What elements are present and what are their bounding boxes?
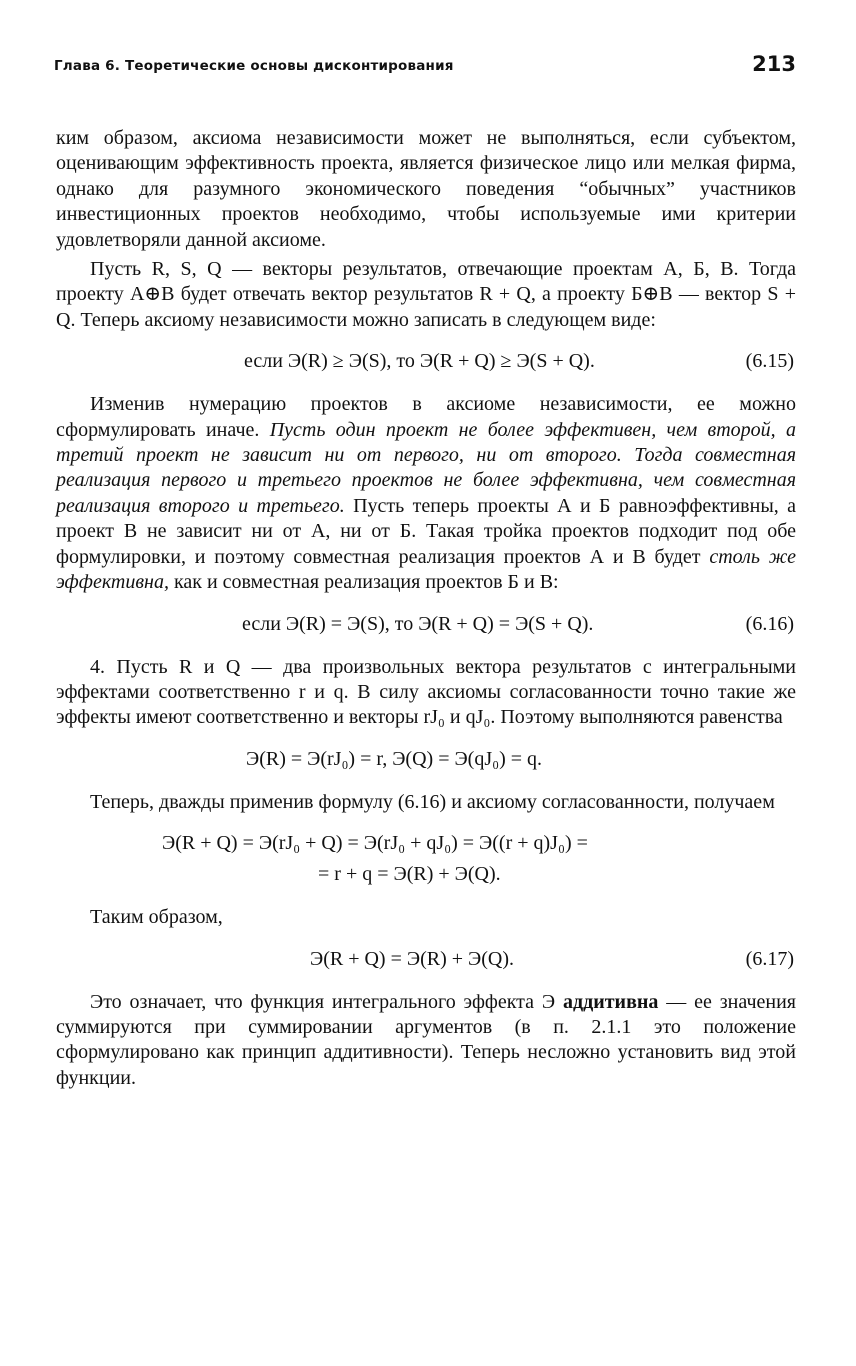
equation-number: (6.17) (745, 947, 794, 970)
paragraph-applying: Теперь, дважды применив формулу (6.16) и аксиому согласованности, получаем (90, 790, 775, 813)
formula-6-15 (56, 349, 796, 376)
formula-text: если Э(R) ≥ Э(S), то Э(R + Q) ≥ Э(S + Q). (244, 350, 595, 373)
italic-statement: Пусть один проект не более эффективен, чем второй, а третий проект не зависит ни от первого, ни от второго. Тогда совместная реализация первого и третьего проектов не более эффективна, чем совместная реализация второго и третьего. (56, 418, 796, 517)
paragraph-independence (56, 392, 796, 595)
page-number: 213 (752, 52, 796, 76)
formula-equalities (56, 747, 796, 774)
formula-derivation-line-2 (56, 862, 796, 889)
formula-6-17 (56, 947, 796, 974)
formula-text: = r + q = Э(R) + Э(Q). (318, 863, 501, 886)
paragraph-continuation: ким образом, аксиома независимости может не выполняться, если субъектом, оценивающим эффективность проекта, является физическое лицо или мелкая фирма, однако для разумного экономического поведения “обычных” участников инвестиционных проектов необходимо, чтобы используемые ими критерии удовлетворяли данной аксиоме. (56, 127, 796, 251)
bold-term: аддитивна (562, 990, 659, 1013)
italic-phrase: столь же эффективна, (56, 545, 796, 594)
paragraph-item-4: 4. Пусть R и Q — два произвольных вектора результатов с интегральными эффектами соответственно r и q. В силу аксиомы согласованности точно такие же эффекты имеют соответственно и векторы rJ₀ и qJ₀. Поэтому выполняются равенства (56, 655, 796, 729)
text-run: Это означает, что функция интегрального эффекта Э (90, 990, 556, 1013)
formula-6-16 (56, 612, 796, 639)
page-body (56, 126, 796, 1091)
paragraph-additivity (56, 990, 796, 1092)
paragraph-thus: Таким образом, (90, 906, 223, 929)
text-run: как и совместная реализация проектов Б и В: (173, 571, 559, 594)
text-run: Пусть теперь проекты А и Б равноэффективны, а проект В не зависит ни от А, ни от Б. Такая тройка проектов подходит под обе формулировки, и поэтому совместная реализация проектов А и В будет (56, 494, 797, 568)
formula-text: Э(R) = Э(rJ₀) = r, Э(Q) = Э(qJ₀) = q. (246, 747, 543, 770)
formula-text: если Э(R) = Э(S), то Э(R + Q) = Э(S + Q). (242, 612, 594, 635)
formula-derivation-line-1 (56, 831, 796, 858)
formula-text: Э(R + Q) = Э(R) + Э(Q). (310, 947, 514, 970)
page-header (54, 52, 796, 82)
text-run: Изменив нумерацию проектов в аксиоме независимости, ее можно сформулировать иначе. (56, 393, 796, 441)
formula-text: Э(R + Q) = Э(rJ₀ + Q) = Э(rJ₀ + qJ₀) = Э((r + q)J₀) = (162, 832, 588, 855)
equation-number: (6.15) (745, 350, 794, 373)
running-head: Глава 6. Теоретические основы дисконтирования (54, 58, 454, 74)
paragraph-vectors: Пусть R, S, Q — векторы результатов, отвечающие проектам А, Б, В. Тогда проекту А⊕В будет отвечать вектор результатов R + Q, а проекту Б⊕В — вектор S + Q. Теперь аксиому независимости можно записать в следующем виде: (56, 258, 796, 331)
equation-number: (6.16) (745, 612, 794, 635)
text-run: — ее значения суммируются при суммировании аргументов (в п. 2.1.1 это положение сформулировано как принцип аддитивности). Теперь несложно установить вид этой функции. (56, 990, 796, 1089)
